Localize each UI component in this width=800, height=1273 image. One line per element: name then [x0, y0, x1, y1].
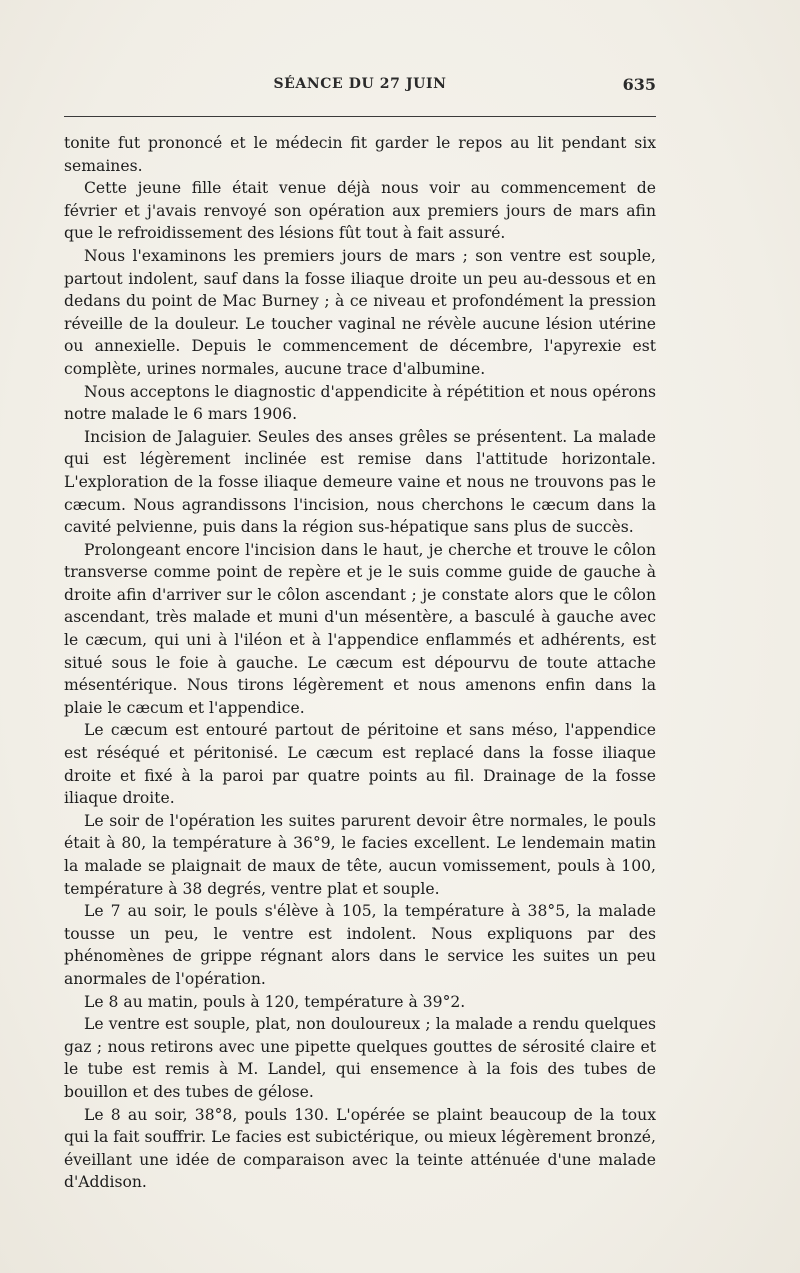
page-header	[64, 76, 656, 100]
body-text	[64, 132, 656, 1194]
paragraph-7: Le cæcum est entouré partout de péritoine et sans méso, l'appendice est réséqué et péritonisé. Le cæcum est replacé dans la fosse iliaque droite et fixé à la paroi par quatre points au fil. Drainage de la fosse iliaque droite.	[64, 721, 656, 808]
paragraph-8: Le soir de l'opération les suites parurent devoir être normales, le pouls était à 80, la température à 36°9, le facies excellent. Le lendemain matin la malade se plaignait de maux de tête, aucun vomissement, pouls à 100, température à 38 degrés, ventre plat et souple.	[64, 811, 656, 898]
running-title: SÉANCE DU 27 JUIN	[273, 76, 447, 92]
paragraph-12: Le 8 au soir, 38°8, pouls 130. L'opérée se plaint beaucoup de la toux qui la fait souffrir. Le facies est subictérique, ou mieux légèrement bronzé, éveillant une idée de comparaison avec la teinte atténuée d'une malade d'Addison.	[64, 1105, 656, 1192]
header-rule	[64, 116, 656, 117]
page-number: 635	[622, 75, 656, 94]
paragraph-9: Le 7 au soir, le pouls s'élève à 105, la température à 38°5, la malade tousse un peu, le ventre est indolent. Nous expliquons par des phénomènes de grippe régnant alors dans le service les suites un peu anormales de l'opération.	[64, 902, 656, 988]
paragraph-11: Le ventre est souple, plat, non douloureux ; la malade a rendu quelques gaz ; nous retirons avec une pipette quelques gouttes de sérosité claire et le tube est remis à M. Landel, qui ensemence à la fois des tubes de bouillon et des tubes de gélose.	[64, 1015, 656, 1101]
paragraph-4: Nous acceptons le diagnostic d'appendicite à répétition et nous opérons notre malade le 6 mars 1906.	[64, 382, 656, 424]
paragraph-2: Cette jeune fille était venue déjà nous voir au commencement de février et j'avais renvoyé son opération aux premiers jours de mars afin que le refroidissement des lésions fût tout à fait assuré.	[64, 179, 656, 243]
paragraph-6: Prolongeant encore l'incision dans le haut, je cherche et trouve le côlon transverse comme point de repère et je le suis comme guide de gauche à droite afin d'arriver sur le côlon ascendant ; je constate alors que le côlon ascendant, très malade et muni d'un mésentère, a basculé à gauche avec le cæcum, qui uni à l'iléon et à l'appendice enflammés et adhérents, est situé sous le foie à gauche. Le cæcum est dépourvu de toute attache mésentérique. Nous tirons légèrement et nous amenons enfin dans la plaie le cæcum et l'appendice.	[64, 540, 656, 717]
paragraph-10: Le 8 au matin, pouls à 120, température à 39°2.	[84, 992, 466, 1011]
paragraph-1: tonite fut prononcé et le médecin fit garder le repos au lit pendant six semaines.	[64, 134, 656, 175]
paragraph-3: Nous l'examinons les premiers jours de mars ; son ventre est souple, partout indolent, sauf dans la fosse iliaque droite un peu au-dessous et en dedans du point de Mac Burney ; à ce niveau et profondément la pression réveille de la douleur. Le toucher vaginal ne révèle aucune lésion utérine ou annexielle. Depuis le commencement de décembre, l'apyrexie est complète, urines normales, aucune trace d'albumine.	[64, 246, 656, 378]
paragraph-5: Incision de Jalaguier. Seules des anses grêles se présentent. La malade qui est légèrement inclinée est remise dans l'attitude horizontale. L'exploration de la fosse iliaque demeure vaine et nous ne trouvons pas le cæcum. Nous agrandissons l'incision, nous cherchons le cæcum dans la cavité pelvienne, puis dans la région sus-hépatique sans plus de succès.	[64, 427, 656, 537]
